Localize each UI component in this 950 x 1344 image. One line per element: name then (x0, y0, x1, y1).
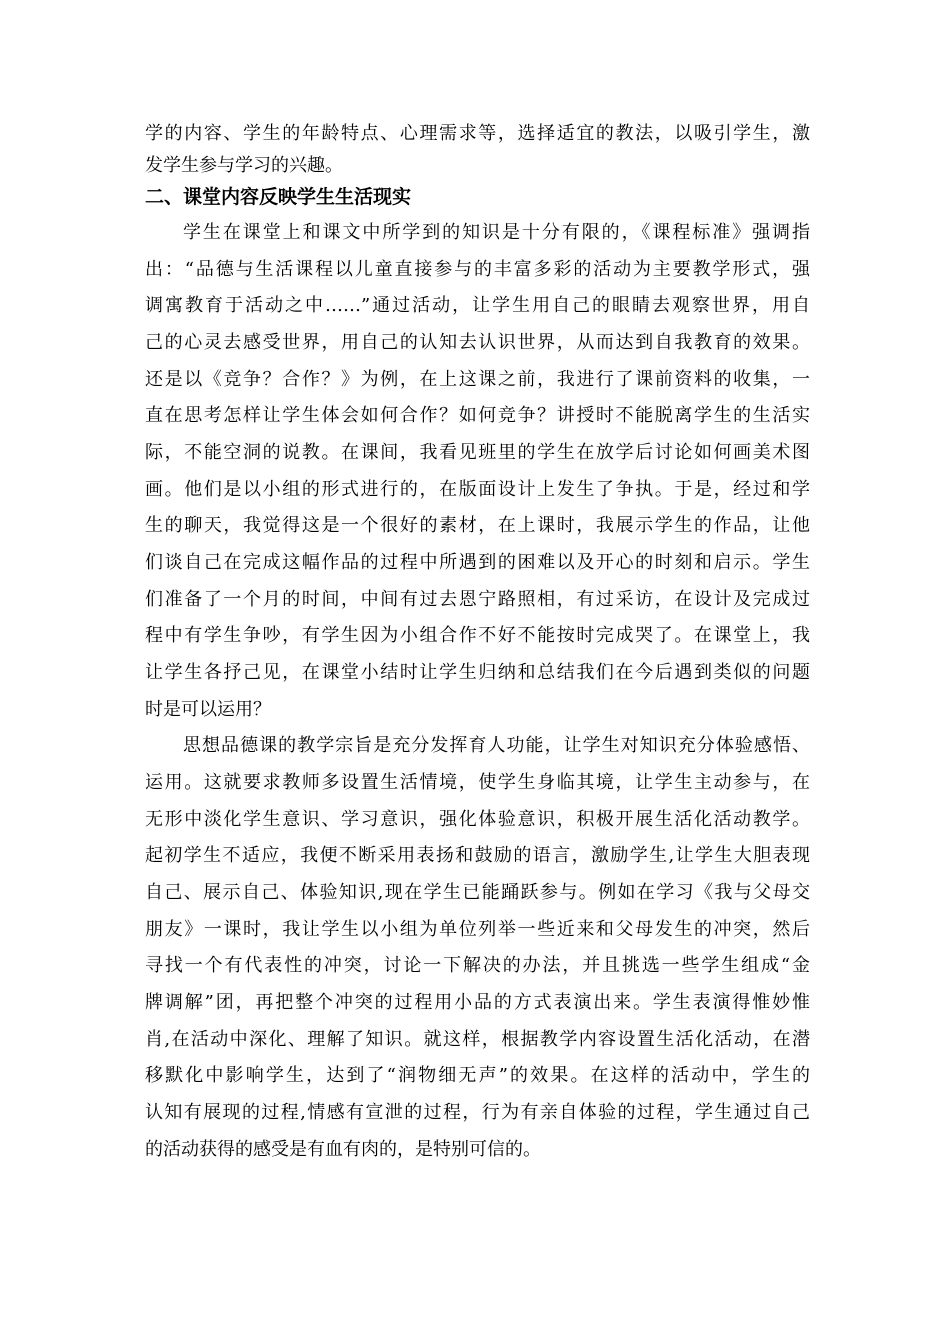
paragraph-line: 朋友》一课时，我让学生以小组为单位列举一些近来和父母发生的冲突，然后 (145, 919, 810, 940)
paragraph-line: 生的聊天，我觉得这是一个很好的素材，在上课时，我展示学生的作品，让他 (145, 515, 810, 536)
paragraph-line: 调寓教育于活动之中……”通过活动，让学生用自己的眼睛去观察世界，用自 (145, 295, 810, 316)
paragraph-line: 移默化中影响学生，达到了“润物细无声”的效果。在这样的活动中，学生的 (145, 1065, 810, 1086)
paragraph-line: 思想品德课的教学宗旨是充分发挥育人功能，让学生对知识充分体验感悟、 (183, 735, 810, 756)
paragraph-line: 还是以《竞争？合作？》为例，在上这课之前，我进行了课前资料的收集，一 (145, 369, 810, 390)
paragraph-line: 自己、展示自己、体验知识,现在学生已能踊跃参与。例如在学习《我与父母交 (145, 882, 810, 903)
paragraph-line: 际，不能空洞的说教。在课间，我看见班里的学生在放学后讨论如何画美术图 (145, 442, 810, 463)
paragraph-line: 无形中淡化学生意识、学习意识，强化体验意识，积极开展生活化活动教学。 (145, 809, 810, 830)
paragraph-line: 肖,在活动中深化、理解了知识。就这样，根据教学内容设置生活化活动，在潜 (145, 1029, 810, 1050)
paragraph-line: 学生在课堂上和课文中所学到的知识是十分有限的，《课程标准》强调指 (183, 222, 810, 243)
paragraph-line: 让学生各抒己见，在课堂小结时让学生归纳和总结我们在今后遇到类似的问题 (145, 662, 810, 683)
intro-line: 发学生参与学习的兴趣。 (145, 155, 343, 176)
intro-line: 学的内容、学生的年龄特点、心理需求等，选择适宜的教法，以吸引学生，激 (145, 123, 810, 144)
paragraph-line: 们谈自己在完成这幅作品的过程中所遇到的困难以及开心的时刻和启示。学生 (145, 552, 810, 573)
paragraph-line: 出：“品德与生活课程以儿童直接参与的丰富多彩的活动为主要教学形式，强 (145, 259, 810, 280)
paragraph-line: 运用。这就要求教师多设置生活情境，使学生身临其境，让学生主动参与，在 (145, 772, 810, 793)
paragraph-line: 们准备了一个月的时间，中间有过去恩宁路照相，有过采访，在设计及完成过 (145, 589, 810, 610)
paragraph-line: 认知有展现的过程,情感有宣泄的过程，行为有亲自体验的过程，学生通过自己 (145, 1102, 810, 1123)
section-heading: 二、课堂内容反映学生生活现实 (145, 186, 412, 208)
paragraph-line: 画。他们是以小组的形式进行的，在版面设计上发生了争执。于是，经过和学 (145, 479, 810, 500)
paragraph-line: 时是可以运用？ (145, 699, 271, 720)
paragraph-line: 寻找一个有代表性的冲突，讨论一下解决的办法，并且挑选一些学生组成“金 (145, 955, 810, 976)
paragraph-line: 直在思考怎样让学生体会如何合作？如何竞争？讲授时不能脱离学生的生活实 (145, 405, 810, 426)
paragraph-line: 牌调解”团，再把整个冲突的过程用小品的方式表演出来。学生表演得惟妙惟 (145, 992, 810, 1013)
paragraph-line: 程中有学生争吵，有学生因为小组合作不好不能按时完成哭了。在课堂上，我 (145, 625, 810, 646)
paragraph-line: 的活动获得的感受是有血有肉的，是特别可信的。 (145, 1139, 541, 1160)
paragraph-line: 起初学生不适应，我便不断采用表扬和鼓励的语言，激励学生,让学生大胆表现 (145, 845, 810, 866)
paragraph-line: 己的心灵去感受世界，用自己的认知去认识世界，从而达到自我教育的效果。 (145, 332, 810, 353)
